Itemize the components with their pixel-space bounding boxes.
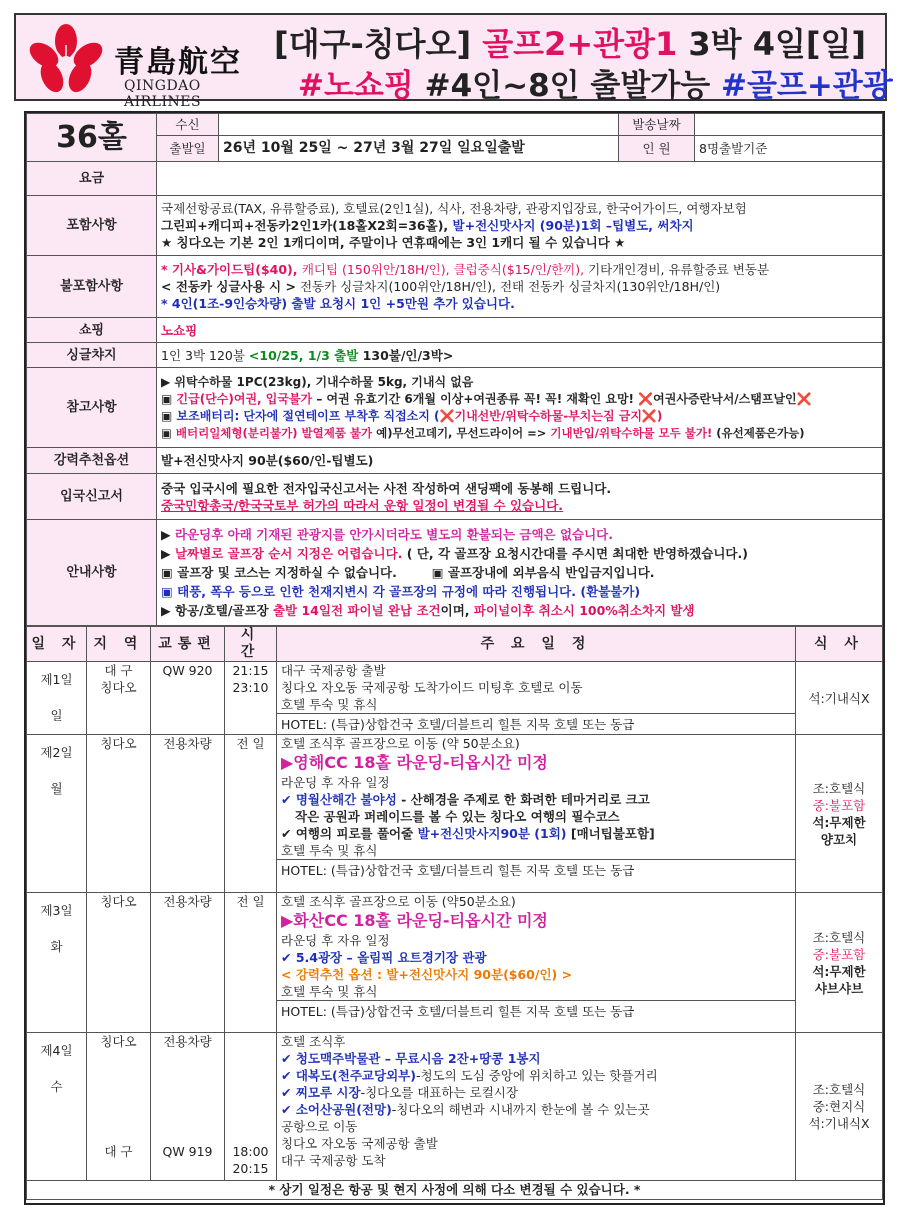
day-number: 제3일 화 [27,893,87,1033]
excluded-label: 불포함사항 [27,256,157,318]
notes-items [157,368,883,448]
title-route: [대구-칭다오] [274,25,472,63]
guide-line-2: ▶ 날짜별로 골프장 순서 지정은 어렵습니다. ( 단, 각 골프장 요청시간대를 주시면 최대한 반영하겠습니다.) [161,546,748,561]
entry-line-1: 중국 입국시에 필요한 전자입국신고서는 사전 작성하여 샌딩팩에 동봉해 드립니다. [161,480,612,496]
entry-card-label: 입국신고서 [27,474,157,520]
guide-line-1: ▶ 라운딩후 아래 기재된 관광지를 안가시더라도 별도의 환불되는 금액은 없습니다. [161,527,614,542]
col-header-time: 시 간 [225,627,277,662]
included-items [157,196,883,256]
day-meals: 조:호텔식 중:불포함 석:무제한 양꼬치 [796,735,883,893]
schedule-day-1 [27,662,883,735]
title-duration: 3박 4일[일] [688,25,867,63]
schedule-table [26,626,883,1200]
col-header-transport: 교통편 [151,627,225,662]
day-number: 제2일 월 [27,735,87,893]
tag-group-size: #4인~8인 출발가능 [424,68,711,104]
day-itinerary: 호텔 조식후 ✔ 청도맥주박물관 – 무료시음 2잔+땅콩 1봉지 ✔ 대복도(천주교당외부)-청도의 도심 중앙에 위치하고 있는 핫플거리 ✔ 찌모루 시장-칭다오를 대표하는 로컬시장 ✔ 소어산공원(전망)-칭다오의 해변과 시내까지 한눈에 볼 수 있는곳 공항으로 이동 칭다오 자오동 국제공항 출발 대구 국제공항 도착 [277,1033,796,1181]
tour-item: ✔ 청도맥주박물관 – 무료시음 2잔+땅콩 1봉지 [281,1051,541,1066]
day-region: 칭다오 [87,893,151,1033]
excluded-line-2: < 전동카 싱글사용 시 > 전동카 싱글차지(100위안/18H/인), 전태 전동카 싱글차지(130위안/18H/인) [161,279,721,294]
info-table [26,113,883,626]
day-transport: 전용차량 [151,893,225,1033]
cross-icon: ❌ [796,391,812,406]
tour-item: ✔ 소어산공원(전망)-칭다오의 해변과 시내까지 한눈에 볼 수 있는곳 [281,1102,650,1117]
entry-line-2: 중국민항총국/한국국토부 허가의 따라서 운항 일정이 변경될 수 있습니다. [161,497,564,513]
day-transport: QW 920 [151,662,225,735]
notes-line-3: ▣ 보조배터리: 단자에 절연테이프 부착후 직접소지 (❌기내선반/위탁수하물-부치는짐 금지❌) [161,408,663,423]
people-label: 인 원 [619,136,695,162]
option-label: 강력추천옵션 [27,448,157,474]
schedule-day-4 [27,1033,883,1181]
cross-icon: ❌ [641,408,657,423]
day-number: 제1일 일 [27,662,87,735]
notes-line-1: ▶ 위탁수하물 1PC(23kg), 기내수하물 5kg, 기내식 없음 [161,374,474,389]
included-label: 포함사항 [27,196,157,256]
guide-items [157,520,883,626]
hotel-info: HOTEL: (특급)상합건국 호텔/더블트리 힐튼 지묵 호텔 또는 동급 [277,1000,795,1020]
day-time: 전 일 [225,735,277,893]
guide-line-5: ▶ 항공/호텔/골프장 출발 14일전 파이널 완납 조건이며, 파이널이후 취소시 100%취소차지 발생 [161,603,695,618]
col-header-region: 지 역 [87,627,151,662]
day-itinerary: 호텔 조식후 골프장으로 이동 (약50분소요) ▶화산CC 18홀 라운딩-티옵시간 미정 라운딩 후 자유 일정 ✔ 5.4광장 – 올림픽 요트경기장 관광 < 강력추천 옵션 : 발+전신맛사지 90분($60/인) > 호텔 투숙 및 휴식 HOTEL: (특급)상합건국 호텔/더블트리 힐튼 지묵 호텔 또는 동급 [277,893,796,1033]
day-itinerary: 호텔 조식후 골프장으로 이동 (약 50분소요) ▶영해CC 18홀 라운딩-티옵시간 미정 라운딩 후 자유 일정 ✔ 명월산해간 불야성 - 산해경을 주제로 한 화려한 테마거리로 크고 작은 공원과 퍼레이드를 볼 수 있는 칭다오 여행의 필수코스 ✔ 여행의 피로를 풀어줄 발+전신맛사지90분 (1회) [매너팁불포함] 호텔 투숙 및 휴식 HOTEL: (특급)상합건국 호텔/더블트리 힐튼 지묵 호텔 또는 동급 [277,735,796,893]
included-line-2: 그린피+캐디피+전동카2인1카(18홀X2회=36홀), 발+전신맛사지 (90분)1회 –팁별도, 써차지 [161,218,694,233]
schedule-day-3 [27,893,883,1033]
col-header-meals: 식 사 [796,627,883,662]
tour-item: ✔ 명월산해간 불야성 - 산해경을 주제로 한 화려한 테마거리로 크고 [281,792,650,807]
notes-line-4: ▣ 배터리일체형(분리불가) 발열제품 불가 예)무선고데기, 무선드라이어 => 기내반입/위탁수하물 모두 불가! (유선제품은가능) [161,425,805,440]
day-region: 대 구 칭다오 [87,662,151,735]
tag-no-shopping: #노쇼핑 [298,68,414,104]
header-banner [14,13,893,110]
day-time: 18:00 20:15 [225,1033,277,1181]
page-subtitle [298,60,893,105]
single-charge-label: 싱글챠지 [27,343,157,368]
day-meals: 조:호텔식 중:불포함 석:무제한 샤브샤브 [796,893,883,1033]
included-line-3: ★ 칭다오는 기본 2인 1캐디이며, 주말이나 연휴때에는 3인 1캐디 될 수 있습니다 ★ [161,235,626,250]
notes-label: 참고사항 [27,368,157,448]
holes-count: 36홀 [27,114,157,162]
excluded-line-1: * 기사&가이드팁($40), 캐디팁 (150위안/18H/인), 클럽중식($15/인/한끼), 기타개인경비, 유류할증료 변동분 [161,262,770,277]
recipient-label: 수신 [157,114,219,136]
airline-logo [26,21,266,110]
day-transport: 전용차량 [151,735,225,893]
day-time: 21:15 23:10 [225,662,277,735]
cross-icon: ❌ [439,408,455,423]
recipient-value [219,114,619,136]
golf-round: ▶영해CC 18홀 라운딩-티옵시간 미정 [281,753,548,772]
schedule-day-2 [27,735,883,893]
hotel-info: HOTEL: (특급)상합건국 호텔/더블트리 힐튼 지묵 호텔 또는 동급 [277,713,795,733]
itinerary-document [24,111,885,1205]
fee-value [157,162,883,196]
tour-item: ✔ 대복도(천주교당외부)-청도의 도심 중앙에 위치하고 있는 핫플거리 [281,1068,658,1083]
single-charge-value: 1인 3박 120불 <10/25, 1/3 출발 130불/인/3박> [157,343,883,368]
included-line-1: 국제선항공료(TAX, 유류할증료), 호텔료(2인1실), 식사, 전용차량, 관광지입장료, 한국어가이드, 여행자보험 [161,201,747,216]
excluded-items [157,256,883,318]
day-meals: 석:기내식X [796,662,883,735]
massage-item: ✔ 여행의 피로를 풀어줄 발+전신맛사지90분 (1회) [매너팁불포함] [281,826,655,841]
depart-dates: 26년 10월 25일 ~ 27년 3월 27일 일요일출발 [219,136,619,162]
depart-label: 출발일 [157,136,219,162]
title-product: 골프2+관광1 [482,25,678,63]
shopping-label: 쇼핑 [27,318,157,343]
logo-english-text: QINGDAO AIRLINES [124,78,202,110]
tour-item: ✔ 5.4광장 – 올림픽 요트경기장 관광 [281,950,487,965]
notes-line-2: ▣ 긴급(단수)여권, 입국불가 – 여권 유효기간 6개월 이상+여권종류 꼭! 꼭! 재확인 요망! ❌여권사증란낙서/스탬프날인❌ [161,391,812,406]
excluded-line-3: * 4인(1조-9인승차량) 출발 요청시 1인 +5만원 추가 있습니다. [161,296,515,311]
day-region: 칭다오 대 구 [87,1033,151,1181]
day-meals: 조:호텔식 중:현지식 석:기내식X [796,1033,883,1181]
footer-disclaimer: * 상기 일정은 항공 및 현지 사정에 의해 다소 변경될 수 있습니다. * [27,1181,883,1200]
day-region: 칭다오 [87,735,151,893]
option-value: 발+전신맛사지 90분($60/인-팁별도) [157,448,883,474]
send-date-value [695,114,883,136]
logo-chinese-text: 青島航空 [114,45,242,80]
col-header-date: 일 자 [27,627,87,662]
golf-round: ▶화산CC 18홀 라운딩-티옵시간 미정 [281,911,548,930]
day-itinerary: 대구 국제공항 출발 칭다오 자오동 국제공항 도착가이드 미팅후 호텔로 이동 호텔 투숙 및 휴식 HOTEL: (특급)상합건국 호텔/더블트리 힐튼 지묵 호텔 또는 동급 [277,662,796,735]
day-number: 제4일 수 [27,1033,87,1181]
guide-label: 안내사항 [27,520,157,626]
people-value: 8명출발기준 [695,136,883,162]
guide-line-3: ▣ 골프장 및 코스는 지정하실 수 없습니다. ▣ 골프장내에 외부음식 반입금지입니다. [161,565,655,580]
entry-card-notes [157,474,883,520]
hotel-info: HOTEL: (특급)상합건국 호텔/더블트리 힐튼 지묵 호텔 또는 동급 [277,859,795,879]
fee-label: 요금 [27,162,157,196]
tag-golf-tour: #골프+관광 [720,68,893,104]
day-time: 전 일 [225,893,277,1033]
send-date-label: 발송날짜 [619,114,695,136]
page-title [274,19,866,65]
col-header-itinerary: 주 요 일 정 [277,627,796,662]
shopping-value: 노쇼핑 [157,318,883,343]
guide-line-4: ▣ 태풍, 폭우 등으로 인한 천재지변시 각 골프장의 규정에 따라 진행됩니다. (환불불가) [161,584,641,599]
tour-item: ✔ 찌모루 시장-칭다오를 대표하는 로컬시장 [281,1085,518,1100]
cross-icon: ❌ [638,391,654,406]
day-transport: 전용차량 QW 919 [151,1033,225,1181]
flower-logo-icon [26,23,106,95]
option-recommendation: < 강력추천 옵션 : 발+전신맛사지 90분($60/인) > [281,967,573,982]
